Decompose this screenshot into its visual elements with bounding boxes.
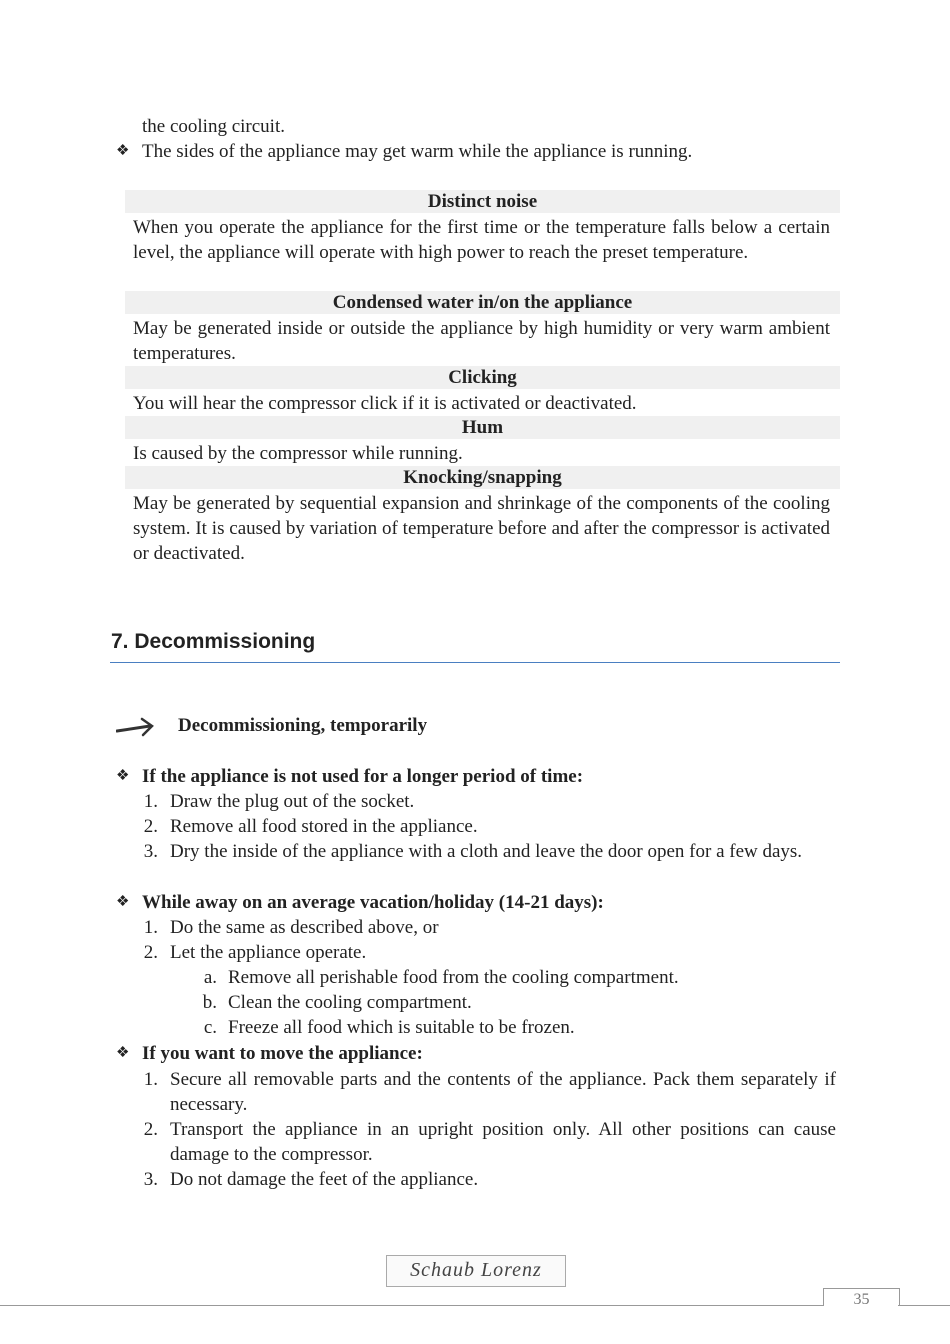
noise-title-distinct: Distinct noise [125,190,840,213]
list-number: 2. [143,942,158,963]
list-number: 3. [143,841,158,862]
group-title: If you want to move the appliance: [142,1043,423,1064]
list-number: 2. [143,1119,158,1140]
noise-title-hum: Hum [125,416,840,439]
footer-rule-right [898,1305,950,1306]
continuation-text: the cooling circuit. [142,116,285,137]
sublist-item: Clean the cooling compartment. [228,992,472,1013]
subheading: Decommissioning, temporarily [178,715,428,736]
sublist-letter: a. [203,967,217,988]
bullet-warm-text: The sides of the appliance may get warm while the appliance is running. [142,141,693,162]
list-number: 1. [143,791,158,812]
sublist-letter: c. [203,1017,217,1038]
list-item: Remove all food stored in the appliance. [170,816,478,837]
list-item: Do not damage the feet of the appliance. [170,1169,479,1190]
brand-logo [386,1255,566,1287]
list-number: 1. [143,1069,158,1090]
list-number: 3. [143,1169,158,1190]
sublist-letter: b. [202,992,217,1013]
arrow-right-icon [116,716,156,738]
list-item: Transport the appliance in an upright position only. All other positions can cause damage to the compressor. [170,1119,836,1165]
sublist-item: Remove all perishable food from the cooling compartment. [228,967,679,988]
diamond-bullet-icon: ❖ [116,143,130,159]
diamond-bullet-icon: ❖ [116,1045,130,1061]
noise-text-hum: Is caused by the compressor while running. [133,443,463,464]
group-title: While away on an average vacation/holiday (14-21 days): [142,892,604,913]
noise-text-knocking: May be generated by sequential expansion and shrinkage of the components of the cooling system. It is caused by variation of temperature before and after the compressor is activated or deactivated. [133,493,830,564]
diamond-bullet-icon: ❖ [116,894,130,910]
noise-title-clicking: Clicking [125,366,840,389]
noise-title-condensed: Condensed water in/on the appliance [125,291,840,314]
list-number: 1. [143,917,158,938]
list-item: Secure all removable parts and the contents of the appliance. Pack them separately if necessary. [170,1069,836,1115]
noise-text-distinct: When you operate the appliance for the first time or the temperature falls below a certain level, the appliance will operate with high power to reach the preset temperature. [133,217,830,263]
footer-rule-left [0,1305,823,1306]
noise-text-clicking: You will hear the compressor click if it is activated or deactivated. [133,393,637,414]
heading-rule [110,662,840,663]
diamond-bullet-icon: ❖ [116,768,130,784]
list-item: Draw the plug out of the socket. [170,791,415,812]
page-number: 35 [823,1288,900,1306]
brand-logo-text: Schaub Lorenz [410,1259,542,1281]
sublist-item: Freeze all food which is suitable to be frozen. [228,1017,575,1038]
list-item: Do the same as described above, or [170,917,439,938]
list-item: Dry the inside of the appliance with a cloth and leave the door open for a few days. [170,841,803,862]
list-number: 2. [143,816,158,837]
noise-text-condensed: May be generated inside or outside the appliance by high humidity or very warm ambient temperatures. [133,318,830,364]
section-heading: 7. Decommissioning [111,630,316,653]
list-item: Let the appliance operate. [170,942,367,963]
group-title: If the appliance is not used for a longer period of time: [142,766,584,787]
noise-title-knocking: Knocking/snapping [125,466,840,489]
